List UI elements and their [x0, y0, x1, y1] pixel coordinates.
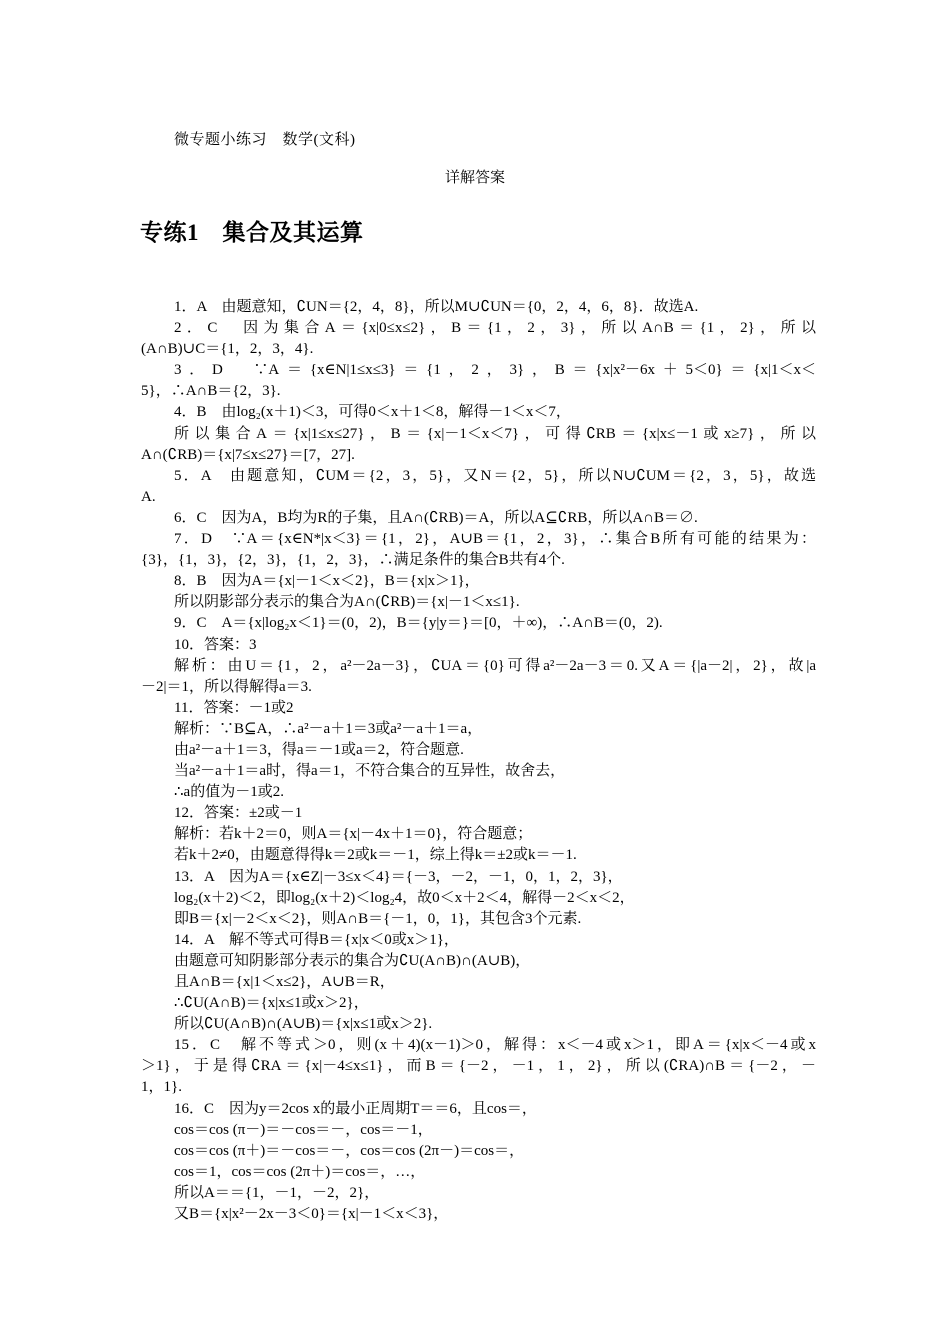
text-line: 15．C 解不等式＞0，则(x＋4)(x－1)＞0，解得：x＜－4或x＞1，即A＝{x|x＜－4或x [174, 1037, 816, 1054]
text-line: 又B＝{x|x²－2x－3＜0}＝{x|－1＜x＜3}， [174, 1206, 449, 1223]
text-line: (A∩B)∪C＝{1，2，3，4}. [141, 341, 314, 358]
text-line: 解析：若k＋2＝0，则A＝{x|－4x＋1＝0}，符合题意； [174, 826, 533, 843]
text-line: 即B＝{x|－2＜x＜2}，则A∩B＝{－1，0，1}，其包含3个元素. [174, 910, 582, 927]
text-line: 6．C 因为A，B均为R的子集，且A∩(∁RB)＝A，所以A⊆∁RB，所以A∩B＝∅. [174, 509, 698, 526]
text-line: 由a²－a＋1＝3，得a＝－1或a＝2，符合题意. [174, 741, 464, 758]
text-line: 5．A 由题意知，∁UM＝{2，3，5}，又N＝{2，5}，所以N∪∁UM＝{2，3，5}，故选 [174, 467, 816, 484]
running-title: 微专题小练习 数学(文科) [174, 132, 356, 148]
text-line: ∴a的值为－1或2. [174, 784, 284, 801]
text-line: 4．B 由log₂(x＋1)＜3，可得0＜x＋1＜8，解得－1＜x＜7， [174, 404, 571, 421]
text-line: log₂(x＋2)＜2，即log₂(x＋2)＜log₂4，故0＜x＋2＜4，解得－2＜x＜2， [174, 889, 635, 906]
text-line: 所以A＝＝{1，－1，－2，2}， [174, 1184, 380, 1201]
text-line: 1．A 由题意知，∁UN＝{2，4，8}，所以M∪∁UN＝{0，2，4，6，8}．故选A. [174, 299, 699, 315]
text-line: 16．C 因为y＝2cos x的最小正周期T＝＝6，且cos＝， [174, 1100, 537, 1117]
text-line: 12．答案：±2或－1 [174, 805, 303, 822]
section-label: 详解答案 [444, 170, 505, 186]
answer-body [141, 297, 816, 1225]
text-line: ∴∁U(A∩B)＝{x|x≤1或x＞2}， [174, 995, 369, 1012]
text-line: 9．C A＝{x|log₂x＜1}＝(0，2)，B＝{y|y＝}＝[0，＋∞)，∴A∩B＝(0，2). [174, 615, 663, 632]
text-line: 当a²－a＋1＝a时，得a＝1，不符合集合的互异性，故舍去， [174, 763, 566, 780]
text-line: －2|＝1，所以得解得a＝3. [141, 678, 312, 695]
text-line: 11．答案：－1或2 [174, 699, 294, 716]
text-line: 13．A 因为A＝{x∈Z|－3≤x＜4}＝{－3，－2，－1，0，1，2，3}， [174, 868, 623, 885]
text-line: 3．D ∵A＝{x∈N|1≤x≤3}＝{1，2，3}，B＝{x|x²－6x＋5＜0}＝{x|1＜x＜ [174, 362, 816, 379]
text-line: A∩(∁RB)＝{x|7≤x≤27}＝[7，27]. [141, 446, 355, 463]
text-line: ＞1}，于是得∁RA＝{x|－4≤x≤1}，而B＝{－2，－1，1，2}，所以(∁RA)∩B＝{－2，－ [141, 1058, 816, 1075]
text-line: A. [141, 488, 156, 505]
text-line: 14．A 解不等式可得B＝{x|x＜0或x＞1}， [174, 931, 459, 948]
text-line: 1，1}. [141, 1079, 182, 1096]
text-line: 2．C 因为集合A＝{x|0≤x≤2}，B＝{1，2，3}，所以A∩B＝{1，2}，所以 [174, 320, 816, 337]
text-line: 解析：由U＝{1，2，a²－2a－3}，∁UA＝{0}可得a²－2a－3＝0.又A＝{|a－2|，2}，故|a [174, 657, 816, 674]
text-line: 由题意可知阴影部分表示的集合为∁U(A∩B)∩(A∪B)， [174, 952, 531, 969]
text-line: 5}，∴A∩B＝{2，3}. [141, 383, 281, 400]
text-line: cos＝cos (π－)＝－cos＝－，cos＝－1， [174, 1121, 433, 1138]
text-line: 所以∁U(A∩B)∩(A∪B)＝{x|x≤1或x＞2}. [174, 1016, 433, 1033]
text-line: {3}，{1，3}，{2，3}，{1，2，3}，∴满足条件的集合B共有4个. [141, 552, 565, 569]
chapter-title: 专练1 集合及其运算 [140, 220, 364, 245]
text-line: cos＝1，cos＝cos (2π＋)＝cos＝，…， [174, 1163, 426, 1180]
text-line: 8．B 因为A＝{x|－1＜x＜2}，B＝{x|x＞1}， [174, 573, 480, 590]
text-line: 若k＋2≠0，由题意得得k＝2或k＝－1，综上得k＝±2或k＝－1. [174, 847, 577, 864]
text-line: 7．D ∵A＝{x∈N*|x＜3}＝{1，2}，A∪B＝{1，2，3}，∴集合B所有可能的结果为： [174, 531, 816, 548]
text-line: 所以阴影部分表示的集合为A∩(∁RB)＝{x|－1＜x≤1}. [174, 594, 520, 611]
text-line: 所以集合A＝{x|1≤x≤27}，B＝{x|－1＜x＜7}，可得∁RB＝{x|x≤－1或x≥7}，所以 [174, 425, 816, 442]
text-line: cos＝cos (π＋)＝－cos＝－，cos＝cos (2π－)＝cos＝， [174, 1142, 525, 1159]
text-line: 10．答案：3 [174, 636, 257, 653]
text-line: 解析：∵B⊆A，∴a²－a＋1＝3或a²－a＋1＝a， [174, 720, 483, 737]
text-line: 且A∩B＝{x|1＜x≤2}，A∪B＝R， [174, 974, 395, 990]
